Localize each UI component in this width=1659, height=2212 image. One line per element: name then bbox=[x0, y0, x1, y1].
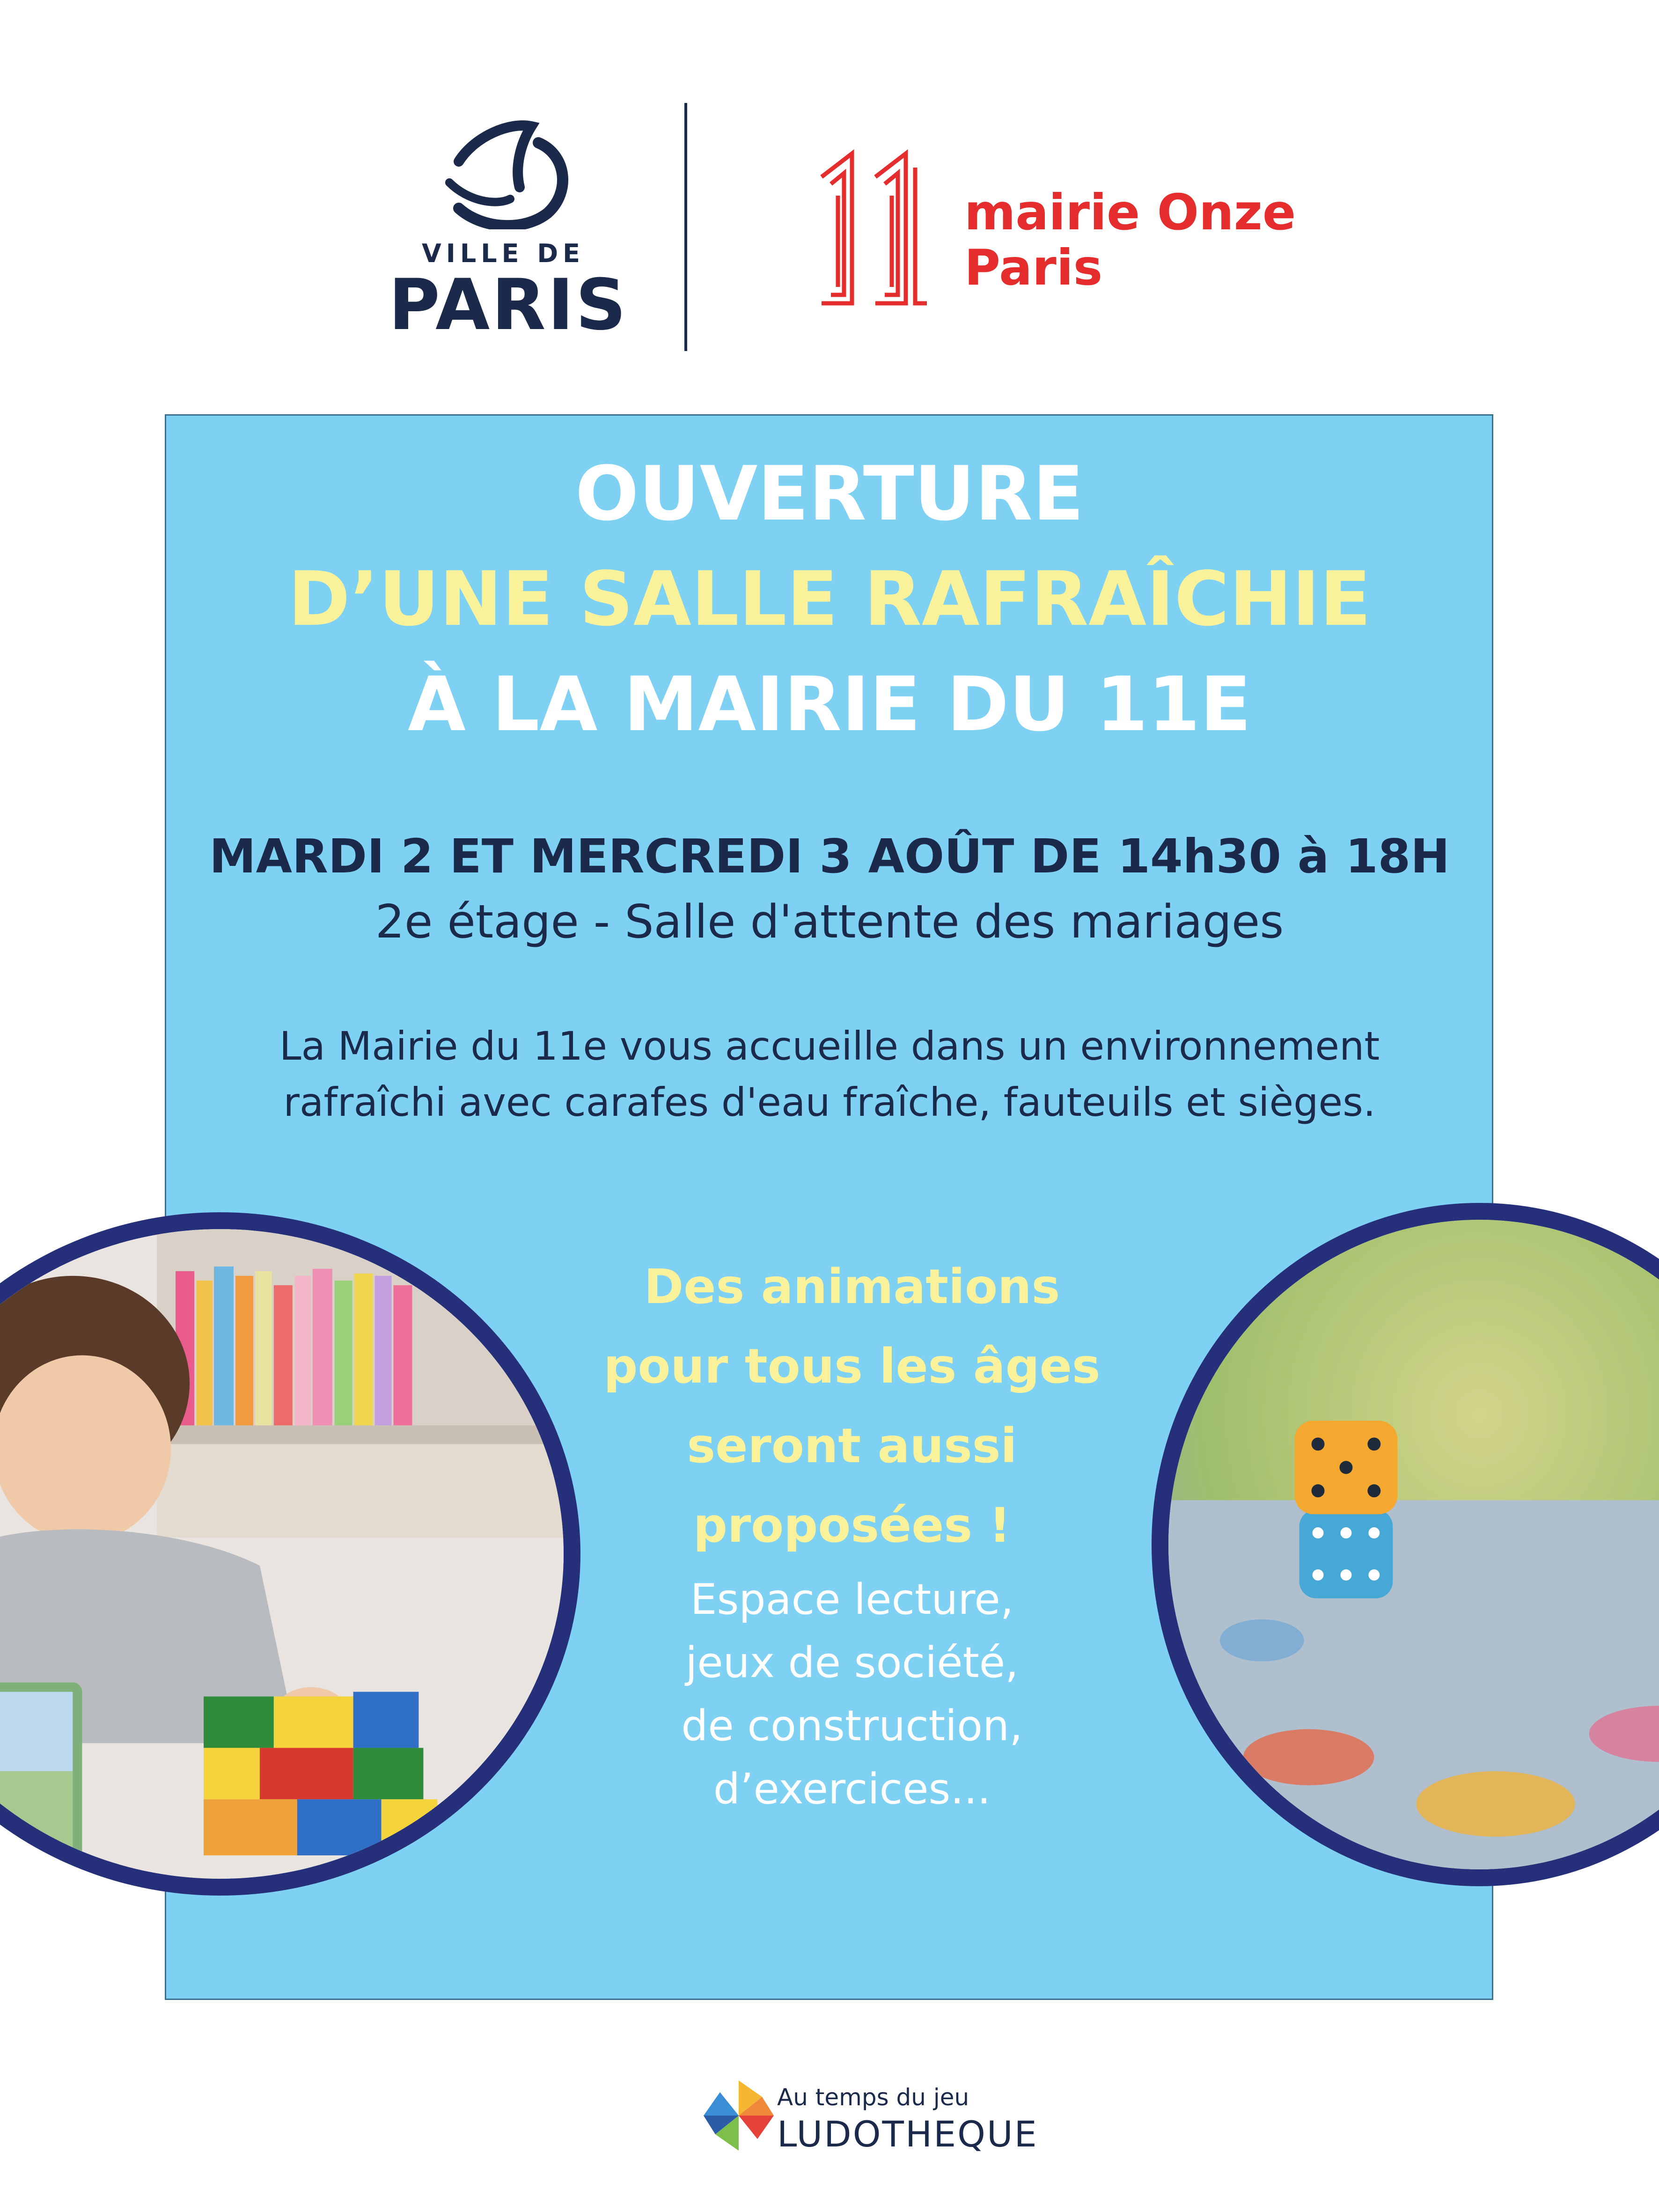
animations-detail-2: jeux de société, bbox=[685, 1638, 1019, 1687]
title-line-2: D’UNE SALLE RAFRAÎCHIE bbox=[288, 555, 1371, 643]
mairie-paris-line: Paris bbox=[964, 239, 1103, 296]
mairie-onze-logo-text bbox=[964, 185, 1296, 295]
description-line-2: rafraîchi avec carafes d'eau fraîche, fauteuils et sièges. bbox=[283, 1079, 1376, 1125]
animations-detail-3: de construction, bbox=[681, 1701, 1023, 1751]
title-line-3: À LA MAIRIE DU 11E bbox=[408, 660, 1251, 748]
animations-headline-4: proposées ! bbox=[693, 1498, 1011, 1553]
logo-ville-de-text: VILLE DE bbox=[421, 239, 585, 268]
mairie-11-icon bbox=[817, 149, 929, 308]
dice-board-game-image bbox=[1168, 1220, 1659, 1869]
ludotheque-name: LUDOTHEQUE bbox=[777, 2113, 1038, 2155]
animations-headline-3: seront aussi bbox=[687, 1418, 1017, 1474]
event-date: MARDI 2 ET MERCREDI 3 AOÛT DE 14h30 à 18H bbox=[209, 829, 1450, 884]
animations-headline-2: pour tous les âges bbox=[603, 1339, 1101, 1394]
ville-de-paris-logo bbox=[389, 117, 628, 346]
ludotheque-tagline: Au temps du jeu bbox=[777, 2084, 969, 2111]
pinwheel-icon bbox=[701, 2078, 776, 2153]
animations-detail-4: d’exercices... bbox=[713, 1765, 991, 1814]
logo-paris-text: PARIS bbox=[389, 264, 628, 346]
title-line-1: OUVERTURE bbox=[575, 450, 1084, 537]
animations-detail-1: Espace lecture, bbox=[690, 1575, 1014, 1624]
paris-ship-icon bbox=[431, 117, 576, 229]
child-building-blocks-image bbox=[0, 1229, 564, 1879]
description-line-1: La Mairie du 11e vous accueille dans un environnement bbox=[279, 1023, 1380, 1069]
mairie-onze-line: mairie Onze bbox=[964, 184, 1296, 241]
animations-headline-1: Des animations bbox=[644, 1259, 1060, 1315]
header-divider bbox=[684, 103, 687, 351]
event-location: 2e étage - Salle d'attente des mariages bbox=[375, 895, 1284, 949]
